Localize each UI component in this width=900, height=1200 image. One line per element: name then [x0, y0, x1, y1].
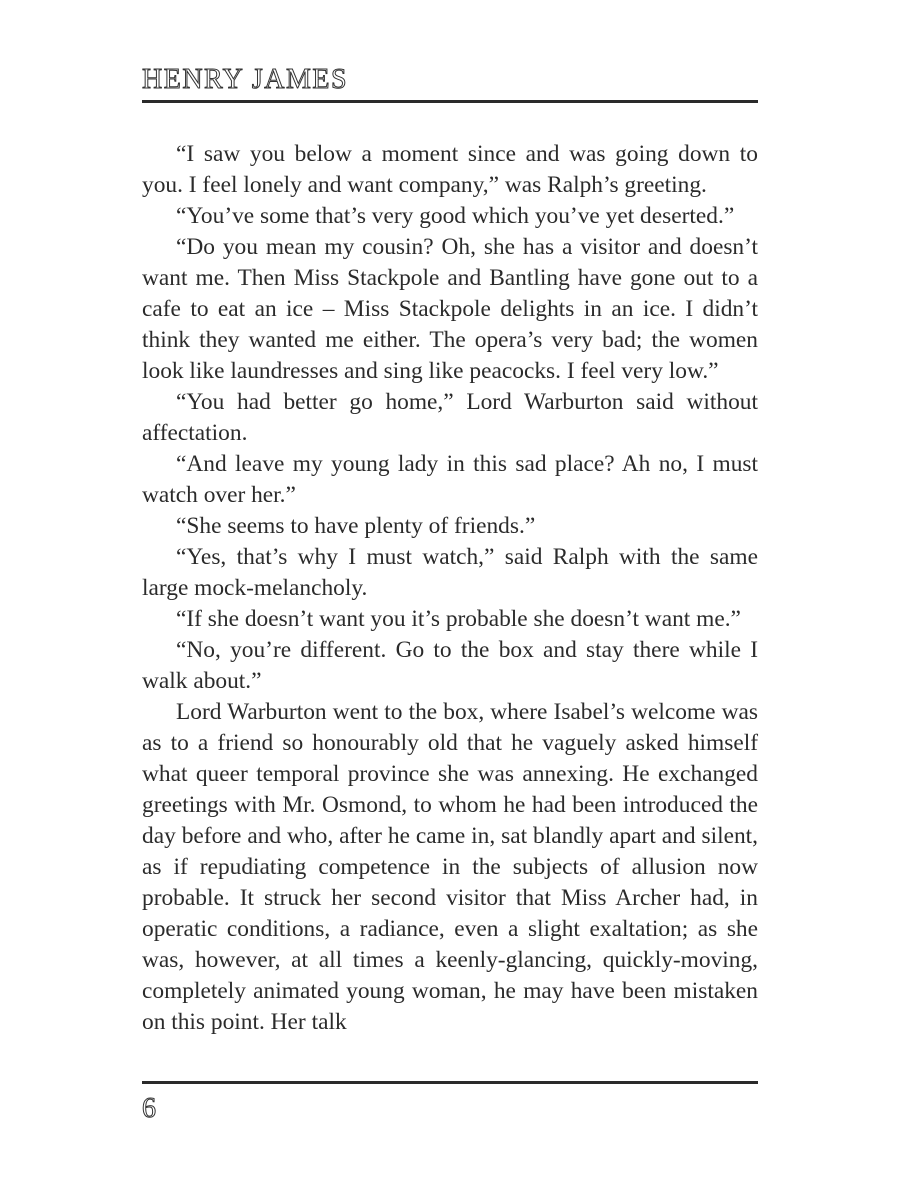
body-text	[142, 139, 758, 1038]
paragraph: “She seems to have plenty of friends.”	[176, 513, 536, 539]
paragraph: “And leave my young lady in this sad place? Ah no, I must watch over her.”	[142, 451, 758, 508]
paragraph: “If she doesn’t want you it’s probable she doesn’t want me.”	[176, 606, 741, 632]
footer-rule	[142, 1081, 758, 1084]
header-rule	[142, 100, 758, 103]
paragraph: “I saw you below a moment since and was going down to you. I feel lonely and want company,” was Ralph’s greeting.	[142, 141, 758, 198]
paragraph: “No, you’re different. Go to the box and stay there while I walk about.”	[142, 637, 758, 694]
page-number: 6	[142, 1093, 156, 1124]
paragraph: Lord Warburton went to the box, where Isabel’s welcome was as to a friend so honourably old that he vaguely asked himself what queer temporal province she was annexing. He exchanged greetings with Mr. Osmond, to whom he had been introduced the day before and who, after he came in, sat blandly apart and silent, as if repudiating competence in the subjects of allusion now probable. It struck her second visitor that Miss Archer had, in operatic conditions, a radiance, even a slight exaltation; as she was, however, at all times a keenly-glancing, quickly-moving, completely animated young woman, he may have been mistaken on this point. Her talk	[142, 699, 758, 1035]
paragraph: “You had better go home,” Lord Warburton said without affectation.	[142, 389, 758, 446]
paragraph: “Yes, that’s why I must watch,” said Ralph with the same large mock-melancholy.	[142, 544, 758, 601]
paragraph: “You’ve some that’s very good which you’ve yet deserted.”	[176, 203, 735, 229]
running-head: HENRY JAMES	[142, 64, 349, 95]
paragraph: “Do you mean my cousin? Oh, she has a visitor and doesn’t want me. Then Miss Stackpole and Bantling have gone out to a cafe to eat an ice – Miss Stackpole delights in an ice. I didn’t think they wanted me either. The opera’s very bad; the women look like laundresses and sing like peacocks. I feel very low.”	[142, 234, 758, 384]
